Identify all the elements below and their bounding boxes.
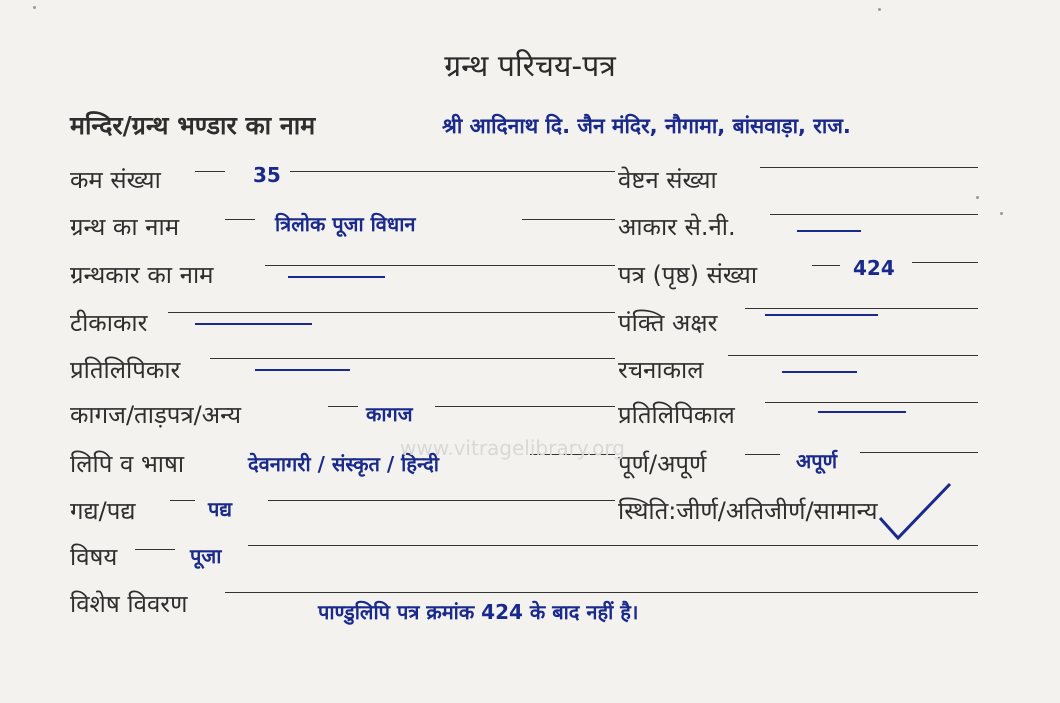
complete-value: अपूर्ण <box>796 449 838 473</box>
prose-line-a <box>170 500 195 501</box>
temple-value: श्री आदिनाथ दि. जैन मंदिर, नौगामा, बांसवाड़ा, राज. <box>442 114 851 138</box>
commentator-line <box>168 312 615 313</box>
speck <box>33 6 36 9</box>
composition-line <box>728 355 978 356</box>
copydate-dash <box>818 411 906 413</box>
temple-label: मन्दिर/ग्रन्थ भण्डार का नाम <box>70 111 316 140</box>
copydate-line <box>765 402 978 403</box>
title-line-b <box>522 219 615 220</box>
author-label: ग्रन्थकार का नाम <box>70 261 214 289</box>
pages-label: पत्र (पृष्ठ) संख्या <box>618 261 758 289</box>
speck <box>976 196 979 199</box>
complete-label: पूर्ण/अपूर्ण <box>618 450 707 478</box>
script-label: लिपि व भाषा <box>70 450 185 478</box>
remarks-value: पाण्डुलिपि पत्र क्रमांक 424 के बाद नहीं है। <box>318 600 639 624</box>
lines-dash <box>765 314 878 316</box>
complete-line-a <box>745 454 780 455</box>
serial-label: कम संख्या <box>70 166 161 194</box>
copydate-label: प्रतिलिपिकाल <box>618 401 735 429</box>
size-line <box>770 214 978 215</box>
pages-value: 424 <box>853 256 895 280</box>
bundle-label: वेष्टन संख्या <box>618 166 717 194</box>
prose-label: गद्य/पद्य <box>70 497 136 525</box>
checkmark-icon <box>876 478 956 548</box>
title-value: त्रिलोक पूजा विधान <box>275 212 416 236</box>
title-line-a <box>225 219 255 220</box>
composition-label: रचनाकाल <box>618 356 704 384</box>
material-value: कागज <box>366 402 413 426</box>
serial-line-b <box>290 171 615 172</box>
pages-line-a <box>812 265 840 266</box>
commentator-dash <box>195 323 312 325</box>
script-value: देवनागरी / संस्कृत / हिन्दी <box>248 452 439 476</box>
material-line-a <box>328 406 358 407</box>
serial-line-a <box>195 171 225 172</box>
copyist-label: प्रतिलिपिकार <box>70 356 181 384</box>
material-label: कागज/ताड़पत्र/अन्य <box>70 401 242 429</box>
copyist-dash <box>255 369 350 371</box>
size-label: आकार से.नी. <box>618 213 736 241</box>
subject-label: विषय <box>70 543 118 571</box>
serial-value: 35 <box>253 163 281 187</box>
subject-line-a <box>135 549 175 550</box>
author-dash <box>288 276 385 278</box>
speck <box>1000 212 1003 215</box>
title-label: ग्रन्थ का नाम <box>70 213 180 241</box>
commentator-label: टीकाकार <box>70 309 148 337</box>
copyist-line <box>210 358 615 359</box>
subject-value: पूजा <box>190 544 222 568</box>
lines-label: पंक्ति अक्षर <box>618 309 718 337</box>
bundle-line <box>760 167 978 168</box>
complete-line-b <box>860 452 978 453</box>
prose-value: पद्य <box>208 497 232 521</box>
card-title: ग्रन्थ परिचय-पत्र <box>444 49 616 84</box>
subject-line-b <box>248 545 978 546</box>
watermark: www.vitragelibrary.org <box>400 436 625 460</box>
remarks-line <box>225 592 978 593</box>
prose-line-b <box>268 500 615 501</box>
pages-line-b <box>912 262 978 263</box>
size-dash <box>797 230 861 232</box>
remarks-label: विशेष विवरण <box>70 590 188 618</box>
material-line-b <box>435 406 615 407</box>
condition-label: स्थिति:जीर्ण/अतिजीर्ण/सामान्य <box>618 497 878 525</box>
lines-line <box>745 308 978 309</box>
author-line <box>265 265 615 266</box>
speck <box>878 8 881 11</box>
composition-dash <box>782 371 857 373</box>
